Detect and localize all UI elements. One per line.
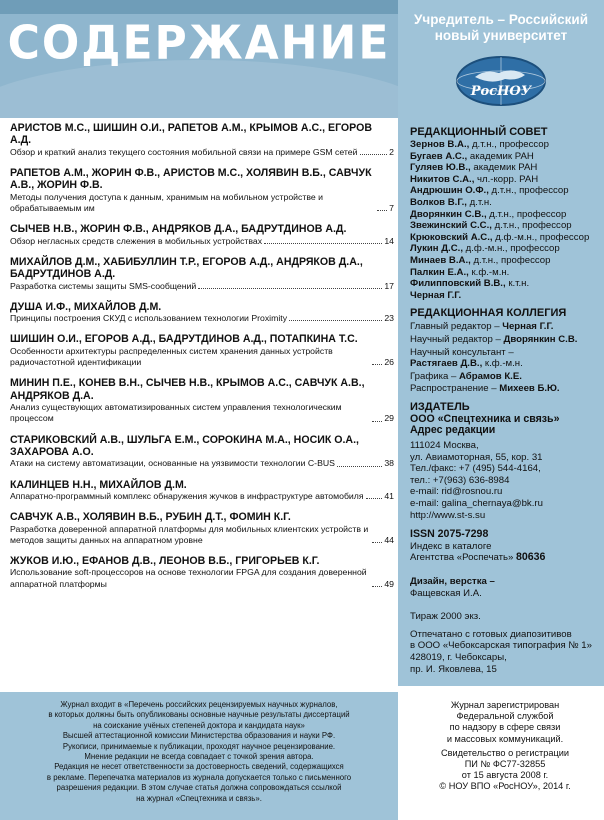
toc-article [10, 236, 394, 247]
board-member: Крюковский А.С., д.ф.-м.н., профессор [410, 231, 590, 243]
toc-authors: МИХАЙЛОВ Д.М., ХАБИБУЛЛИН Т.Р., ЕГОРОВ А.Д., АНДРЯКОВ Д.А., БАДРУТДИНОВ А.Д. [10, 255, 363, 281]
toc-leader [372, 364, 382, 365]
toc-article-title: Принципы построения СКУД с использованием технологии Proximity [10, 313, 288, 324]
toc-entry[interactable] [10, 434, 394, 470]
science-consultant: Научный консультант – Растягаев Д.В., к.ф.-м.н. [410, 346, 523, 370]
toc-article-title: Разработка системы защиты SMS-сообщений [10, 280, 197, 291]
printer-line: Отпечатано с готовых диапозитивов [410, 628, 572, 640]
address-line: тел.: +7(963) 636-8984 [410, 474, 510, 486]
toc-entry[interactable] [10, 511, 394, 546]
graphics-credit: Графика – Абрамов К.Е. [410, 370, 522, 382]
toc-leader [337, 466, 382, 467]
index-label: Индекс в каталоге [410, 540, 492, 552]
address-lines [410, 440, 600, 521]
printer-info [410, 629, 600, 675]
address-line: 111024 Москва, [410, 440, 479, 452]
board-members [410, 139, 600, 301]
disclaimer-line: в рекламе. Перепечатка материалов из журнала допускается только с письменного [46, 772, 352, 782]
toc-article [10, 192, 394, 214]
toc-article [10, 313, 394, 324]
toc-page-number: 44 [384, 534, 394, 545]
board-member: Никитов С.А., чл.-корр. РАН [410, 173, 539, 185]
disclaimer-line: Редакция не несет ответственности за достоверность сведений, содержащихся [54, 762, 344, 772]
toc-article [10, 491, 394, 502]
toc-authors: ШИШИН О.И., ЕГОРОВ А.Д., БАДРУТДИНОВ А.Д., ПОТАПКИНА Т.С. [10, 333, 358, 346]
toc-article [10, 402, 394, 424]
disclaimer-line: на соискание учёных степеней доктора и кандидата наук» [93, 720, 305, 730]
publisher-title: ИЗДАТЕЛЬ [410, 400, 470, 413]
toc-entry[interactable] [10, 333, 394, 368]
publisher-name: ООО «Спецтехника и связь» [410, 412, 560, 425]
board-member: Филипповский В.В., к.т.н. [410, 278, 530, 290]
toc-authors: КАЛИНЦЕВ Н.Н., МИХАЙЛОВ Д.М. [10, 478, 187, 491]
distribution-credit: Распространение – Михеев Б.Ю. [410, 383, 560, 395]
toc-authors: МИНИН П.Е., КОНЕВ В.Н., СЫЧЕВ Н.В., КРЫМОВ А.С., САВЧУК А.В., АНДРЯКОВ Д.А. [10, 377, 365, 402]
toc-leader [372, 586, 382, 587]
toc-leader [377, 210, 387, 211]
toc-entry[interactable] [10, 122, 394, 158]
registration-line: и массовых коммуникаций. [446, 733, 564, 744]
toc-leader [360, 154, 388, 155]
toc-article-title: Аппаратно-программный комплекс обнаружения жучков в инфраструктуре автомобиля [10, 490, 364, 501]
subscription-index: Агентства «Роспечать» 80636 [410, 551, 546, 564]
toc-page-number: 17 [384, 280, 394, 291]
toc-article-title: Обзор негласных средств слежения в мобильных устройствах [10, 235, 263, 246]
toc-entry[interactable] [10, 479, 394, 503]
toc-authors: ЖУКОВ И.Ю., ЕФАНОВ Д.В., ЛЕОНОВ В.Б., ГРИГОРЬЕВ К.Г. [10, 554, 320, 567]
address-line: http://www.st-s.su [410, 509, 486, 521]
registration-footer [398, 692, 604, 793]
board-member: Андрюшин О.Ф., д.т.н., профессор [410, 185, 569, 197]
disclaimer-line: разрешения редакции. В этом случае статья должна сопровождаться ссылкой [56, 783, 342, 793]
address-line: ул. Авиамоторная, 55, кор. 31 [410, 451, 543, 463]
printer-line: 428019, г. Чебоксары, [410, 651, 507, 663]
toc-page-number: 14 [384, 235, 394, 246]
address-line: e-mail: rid@rosnou.ru [410, 486, 503, 498]
disclaimer-line: на журнал «Спецтехника и связь». [136, 793, 262, 803]
toc-page-number: 26 [384, 357, 394, 368]
toc-leader [372, 421, 382, 422]
board-title: РЕДАКЦИОННЫЙ СОВЕТ [410, 126, 548, 138]
address-line: e-mail: galina_chernaya@bk.ru [410, 498, 543, 510]
disclaimer-line: Журнал входит в «Перечень российских рецензируемых научных журналов, [60, 700, 338, 709]
printer-line: пр. И. Яковлева, 15 [410, 663, 497, 675]
toc-page-number: 38 [384, 458, 394, 469]
registration-line: Журнал зарегистрирован [450, 700, 560, 710]
toc-entry[interactable] [10, 555, 394, 590]
toc-article-title: Методы получения доступа к данным, хранимым на мобильном устройстве и обрабатываемым им [10, 191, 323, 214]
registration-line: по надзору в сфере связи [449, 722, 561, 733]
registration-line: Федеральной службой [456, 711, 554, 722]
board-member: Зернов В.А., д.т.н., профессор [410, 139, 549, 150]
board-member: Звежинский С.С., д.т.н., профессор [410, 220, 572, 232]
logo-text: РосНОУ [470, 84, 532, 99]
disclaimer-footer [0, 692, 398, 820]
toc-article [10, 567, 394, 589]
registration-line: Свидетельство о регистрации [440, 747, 570, 758]
toc-authors: АРИСТОВ М.С., ШИШИН О.И., РАПЕТОВ А.М., КРЫМОВ А.С., ЕГОРОВ А.Д. [10, 122, 372, 147]
toc-authors: ДУША И.Ф., МИХАЙЛОВ Д.М. [10, 300, 162, 313]
toc-page-number: 2 [389, 146, 394, 157]
toc-authors: РАПЕТОВ А.М., ЖОРИН Ф.В., АРИСТОВ М.С., ХОЛЯВИН В.Б., САВЧУК А.В., ЖОРИН Ф.В. [10, 167, 372, 192]
page-title: СОДЕРЖАНИЕ [7, 16, 391, 71]
toc-page-number: 41 [384, 490, 394, 501]
toc-leader [198, 288, 382, 289]
toc-leader [289, 320, 382, 321]
toc-entry[interactable] [10, 256, 394, 292]
board-member: Черная Г.Г. [410, 289, 462, 301]
print-run: Тираж 2000 экз. [410, 611, 481, 623]
toc-entry[interactable] [10, 223, 394, 247]
toc-authors: СЫЧЕВ Н.В., ЖОРИН Ф.В., АНДРЯКОВ Д.А., БАДРУТДИНОВ А.Д. [10, 223, 347, 236]
toc-article-title: Особенности архитектуры распределенных систем хранения данных устройств радиочастотной идентификации [10, 345, 333, 368]
toc-entry[interactable] [10, 377, 394, 424]
disclaimer-line: Мнение редакции не всегда совпадает с точкой зрения автора. [84, 752, 314, 762]
toc-article-title: Разработка доверенной аппаратной платформы для мобильных клиентских устройств и методов защиты данных на аппаратном уровне [10, 523, 369, 545]
address-title: Адрес редакции [410, 424, 496, 437]
board-member: Бугаев А.С., академик РАН [410, 150, 534, 162]
toc-entry[interactable] [10, 167, 394, 214]
disclaimer-line: Высшей аттестационной комиссии Министерства образования и науки РФ. [62, 731, 336, 741]
board-member: Гуляев Ю.В., академик РАН [410, 162, 538, 174]
founder-label: Учредитель – Российский новый университет [413, 12, 589, 43]
toc-article-title: Обзор и краткий анализ текущего состояния мобильной связи на примере GSM сетей [10, 146, 358, 157]
toc-authors: СТАРИКОВСКИЙ А.В., ШУЛЬГА Е.М., СОРОКИНА М.А., НОСИК О.А., ЗАХАРОВА А.О. [10, 433, 359, 458]
toc-page-number: 7 [389, 203, 394, 214]
banner-stripe [0, 0, 398, 14]
toc-leader [372, 542, 382, 543]
printer-line: в ООО «Чебоксарская типография № 1» [410, 640, 592, 652]
registration-line: от 15 августа 2008 г. [461, 770, 549, 781]
disclaimer-line: Рукописи, принимаемые к публикации, проходят научное рецензирование. [62, 741, 336, 751]
board-member: Минаев В.А., д.т.н., профессор [410, 254, 551, 266]
toc-article-title: Анализ существующих автоматизированных систем управления технологическим процессом [10, 402, 342, 424]
toc-page-number: 29 [384, 413, 394, 424]
toc-article [10, 281, 394, 292]
table-of-contents [10, 122, 394, 599]
toc-article [10, 524, 394, 546]
chief-editor: Главный редактор – Черная Г.Г. [410, 321, 554, 333]
toc-article [10, 458, 394, 469]
toc-leader [366, 498, 383, 499]
address-line: Тел./факс: +7 (495) 544-4164, [410, 463, 541, 475]
board-member: Дворянкин С.В., д.т.н., профессор [410, 208, 567, 220]
toc-page-number: 23 [384, 313, 394, 324]
registration-line: ПИ № ФС77-32855 [464, 759, 546, 770]
toc-page-number: 49 [384, 578, 394, 589]
toc-leader [264, 243, 382, 244]
board-member: Волков В.Г., д.т.н. [410, 196, 492, 208]
toc-authors: САВЧУК А.В., ХОЛЯВИН В.Б., РУБИН Д.Т., ФОМИН К.Г. [10, 511, 291, 524]
disclaimer-line: в которых должны быть опубликованы основные научные результаты диссертаций [48, 710, 350, 720]
toc-article [10, 147, 394, 158]
registration-line: © НОУ ВПО «РосНОУ», 2014 г. [439, 781, 571, 792]
editorial-info [410, 126, 600, 675]
board-member: Лукин Д.С., д.ф.-м.н., профессор [410, 243, 560, 255]
rosnou-logo [455, 55, 547, 107]
title-banner [0, 0, 398, 118]
board-member: Палкин Е.А., к.ф.-м.н. [410, 266, 510, 278]
design-credit: Дизайн, верстка – Фащевская И.А. [410, 576, 495, 599]
science-editor: Научный редактор – Дворянкин С.В. [410, 333, 578, 345]
toc-article-title: Использование soft-процессоров на основе технологии FPGA для создания доверенной аппаратной платформы [10, 567, 367, 589]
toc-article-title: Атаки на систему автоматизации, основанные на уязвимости технологии C-BUS [10, 458, 335, 469]
issn: ISSN 2075-7298 [410, 528, 489, 541]
toc-article [10, 346, 394, 368]
toc-entry[interactable] [10, 301, 394, 325]
collegium-title: РЕДАКЦИОННАЯ КОЛЛЕГИЯ [410, 307, 567, 320]
